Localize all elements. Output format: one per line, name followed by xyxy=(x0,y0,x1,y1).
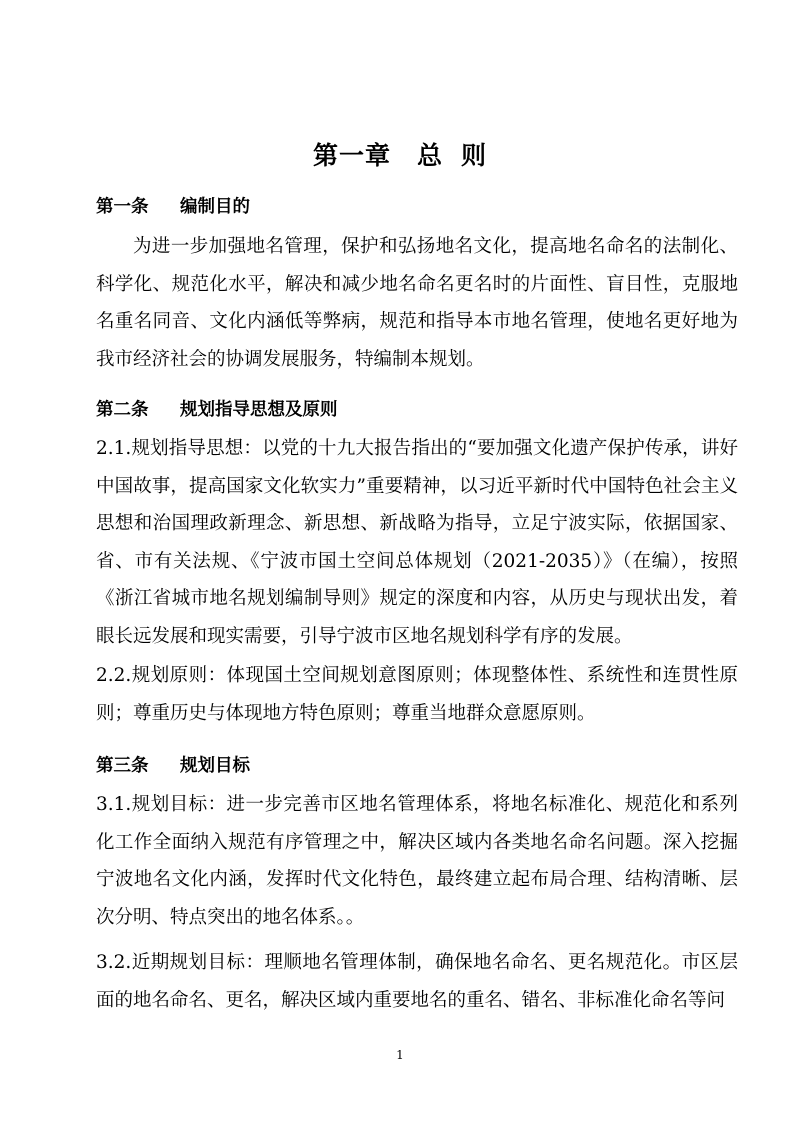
paragraph-3-1: 3.1.规划目标：进一步完善市区地名管理体系，将地名标准化、规范化和系列化工作全面纳入规范有序管理之中，解决区域内各类地名命名问题。深入挖掘宁波地名文化内涵，发挥时代文化特色，最终建立起布局合理、结构清晰、层次分明、特点突出的地名体系。。 xyxy=(96,794,738,928)
chapter-title xyxy=(0,136,800,172)
section-number: 第三条 xyxy=(96,756,149,776)
chapter-title-a: 总 xyxy=(416,141,443,170)
chapter-prefix: 第一章 xyxy=(312,141,391,170)
paragraph-3-2: 3.2.近期规划目标：理顺地名管理体制，确保地名命名、更名规范化。市区层面的地名命名、更名，解决区域内重要地名的重名、错名、非标准化命名等问 xyxy=(96,952,738,1011)
section-title: 编制目的 xyxy=(180,197,250,217)
section-heading-2 xyxy=(96,398,338,422)
section-title: 规划目标 xyxy=(180,756,250,776)
paragraph-2-1: 2.1.规划指导思想：以党的十九大报告指出的“要加强文化遗产保护传承，讲好中国故事，提高国家文化软实力”重要精神，以习近平新时代中国特色社会主义思想和治国理政新理念、新思想、新战略为指导，立足宁波实际，依据国家、省、市有关法规、《宁波市国土空间总体规划（2021-2035）》（在编），按照《浙江省城市地名规划编制导则》规定的深度和内容，从历史与现状出发，着眼长远发展和现实需要，引导宁波市区地名规划科学有序的发展。 xyxy=(96,438,738,647)
chapter-title-b: 则 xyxy=(461,141,488,170)
paragraph-1-1: 为进一步加强地名管理，保护和弘扬地名文化，提高地名命名的法制化、科学化、规范化水平，解决和减少地名命名更名时的片面性、盲目性，克服地名重名同音、文化内涵低等弊病，规范和指导本市地名管理，使地名更好地为我市经济社会的协调发展服务，特编制本规划。 xyxy=(96,236,738,370)
section-title: 规划指导思想及原则 xyxy=(180,400,338,420)
section-heading-3 xyxy=(96,754,250,778)
page-number: 1 xyxy=(396,1048,404,1062)
paragraph-2-2: 2.2.规划原则：体现国土空间规划意图原则；体现整体性、系统性和连贯性原则；尊重历史与体现地方特色原则；尊重当地群众意愿原则。 xyxy=(96,665,738,724)
section-number: 第一条 xyxy=(96,197,149,217)
section-heading-1 xyxy=(96,195,250,219)
section-number: 第二条 xyxy=(96,400,149,420)
